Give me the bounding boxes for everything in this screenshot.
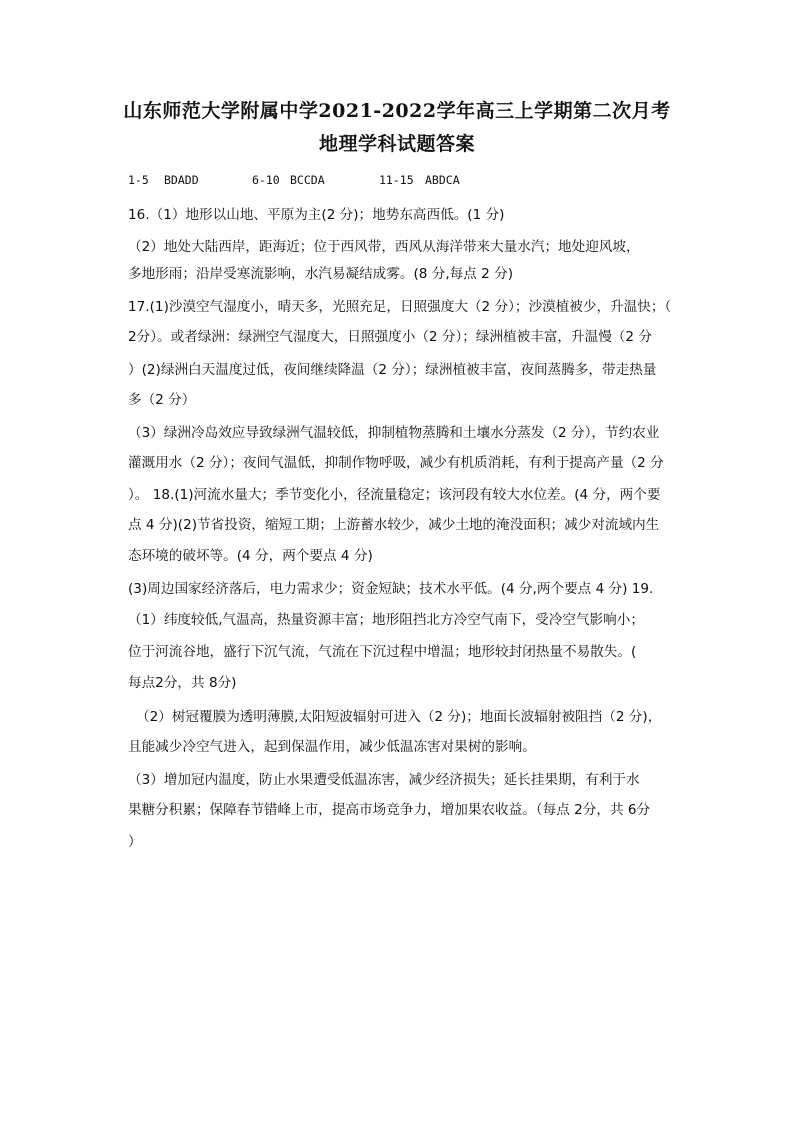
answer-line: （3）增加冠内温度，防止水果遭受低温冻害，减少经济损失；延长挂果期，有利于水 xyxy=(128,772,640,788)
answer-range: 11-15 xyxy=(379,173,414,187)
answer-line: 灌溉用水（2 分）；夜间气温低，抑制作物呼吸，减少有机质消耗，有利于提高产量（2 分 xyxy=(128,455,664,471)
answer-line: 果糖分积累；保障春节错峰上市，提高市场竞争力，增加果农收益。（每点 2分，共 6分 xyxy=(128,802,651,818)
answer-range: 1-5 xyxy=(128,173,149,187)
document-subtitle: 地理学科试题答案 xyxy=(318,133,475,155)
answer-line: 2分）。或者绿洲：绿洲空气湿度大，日照强度小（2 分）；绿洲植被丰富，升温慢（2 分 xyxy=(128,329,652,345)
answer-line: 16.（1）地形以山地、平原为主(2 分)；地势东高西低。(1 分) xyxy=(128,207,505,223)
choice-answers-row xyxy=(128,170,460,190)
answer-line: ） xyxy=(128,834,142,850)
answer-letters: ABDCA xyxy=(425,173,460,187)
answer-line: 态环境的破坏等。(4 分，两个要点 4 分) xyxy=(128,548,373,564)
answer-line: 且能减少冷空气进入，起到保温作用，减少低温冻害对果树的影响。 xyxy=(128,739,536,755)
answer-line: ）(2)绿洲白天温度过低，夜间继续降温（2 分）；绿洲植被丰富，夜间蒸腾多，带走热量 xyxy=(128,362,657,378)
answer-line: （2）树冠覆膜为透明薄膜,太阳短波辐射可进入（2 分)；地面长波辐射被阻挡（2 分)， xyxy=(136,709,662,725)
answer-line: ）。 18.(1)河流水量大；季节变化小，径流量稳定；该河段有较大水位差。(4 分，两个要 xyxy=(128,487,661,503)
answer-range: 6-10 xyxy=(252,173,280,187)
answer-line: 17.(1)沙漠空气湿度小，晴天多，光照充足，日照强度大（2 分）；沙漠植被少，升温快；（ xyxy=(128,299,672,315)
answer-line: 位于河流谷地，盛行下沉气流，气流在下沉过程中增温；地形较封闭热量不易散失。( xyxy=(128,644,637,660)
answer-line: 多（2 分） xyxy=(128,392,196,408)
answer-line: 每点2分，共 8分) xyxy=(128,675,237,691)
answer-line: （1）纬度较低,气温高，热量资源丰富；地形阻挡北方冷空气南下，受冷空气影响小； xyxy=(128,612,644,628)
answer-letters: BDADD xyxy=(164,173,199,187)
answer-line: 点 4 分)(2)节省投资，缩短工期；上游蓄水较少，减少土地的淹没面积；减少对流域内生 xyxy=(128,517,660,533)
answer-line: （2）地处大陆西岸，距海近；位于西风带，西风从海洋带来大量水汽；地处迎风坡， xyxy=(128,239,640,255)
answer-letters: BCCDA xyxy=(290,173,325,187)
answer-line: 多地形雨；沿岸受寒流影响，水汽易凝结成雾。(8 分,每点 2 分) xyxy=(128,266,514,282)
document-title: 山东师范大学附属中学2021-2022学年高三上学期第二次月考 xyxy=(123,100,671,122)
answer-line: （3）绿洲冷岛效应导致绿洲气温较低，抑制植物蒸腾和土壤水分蒸发（2 分），节约农业 xyxy=(128,425,660,441)
answer-line: (3)周边国家经济落后，电力需求少；资金短缺；技术水平低。(4 分,两个要点 4 分) 19. xyxy=(128,581,654,597)
